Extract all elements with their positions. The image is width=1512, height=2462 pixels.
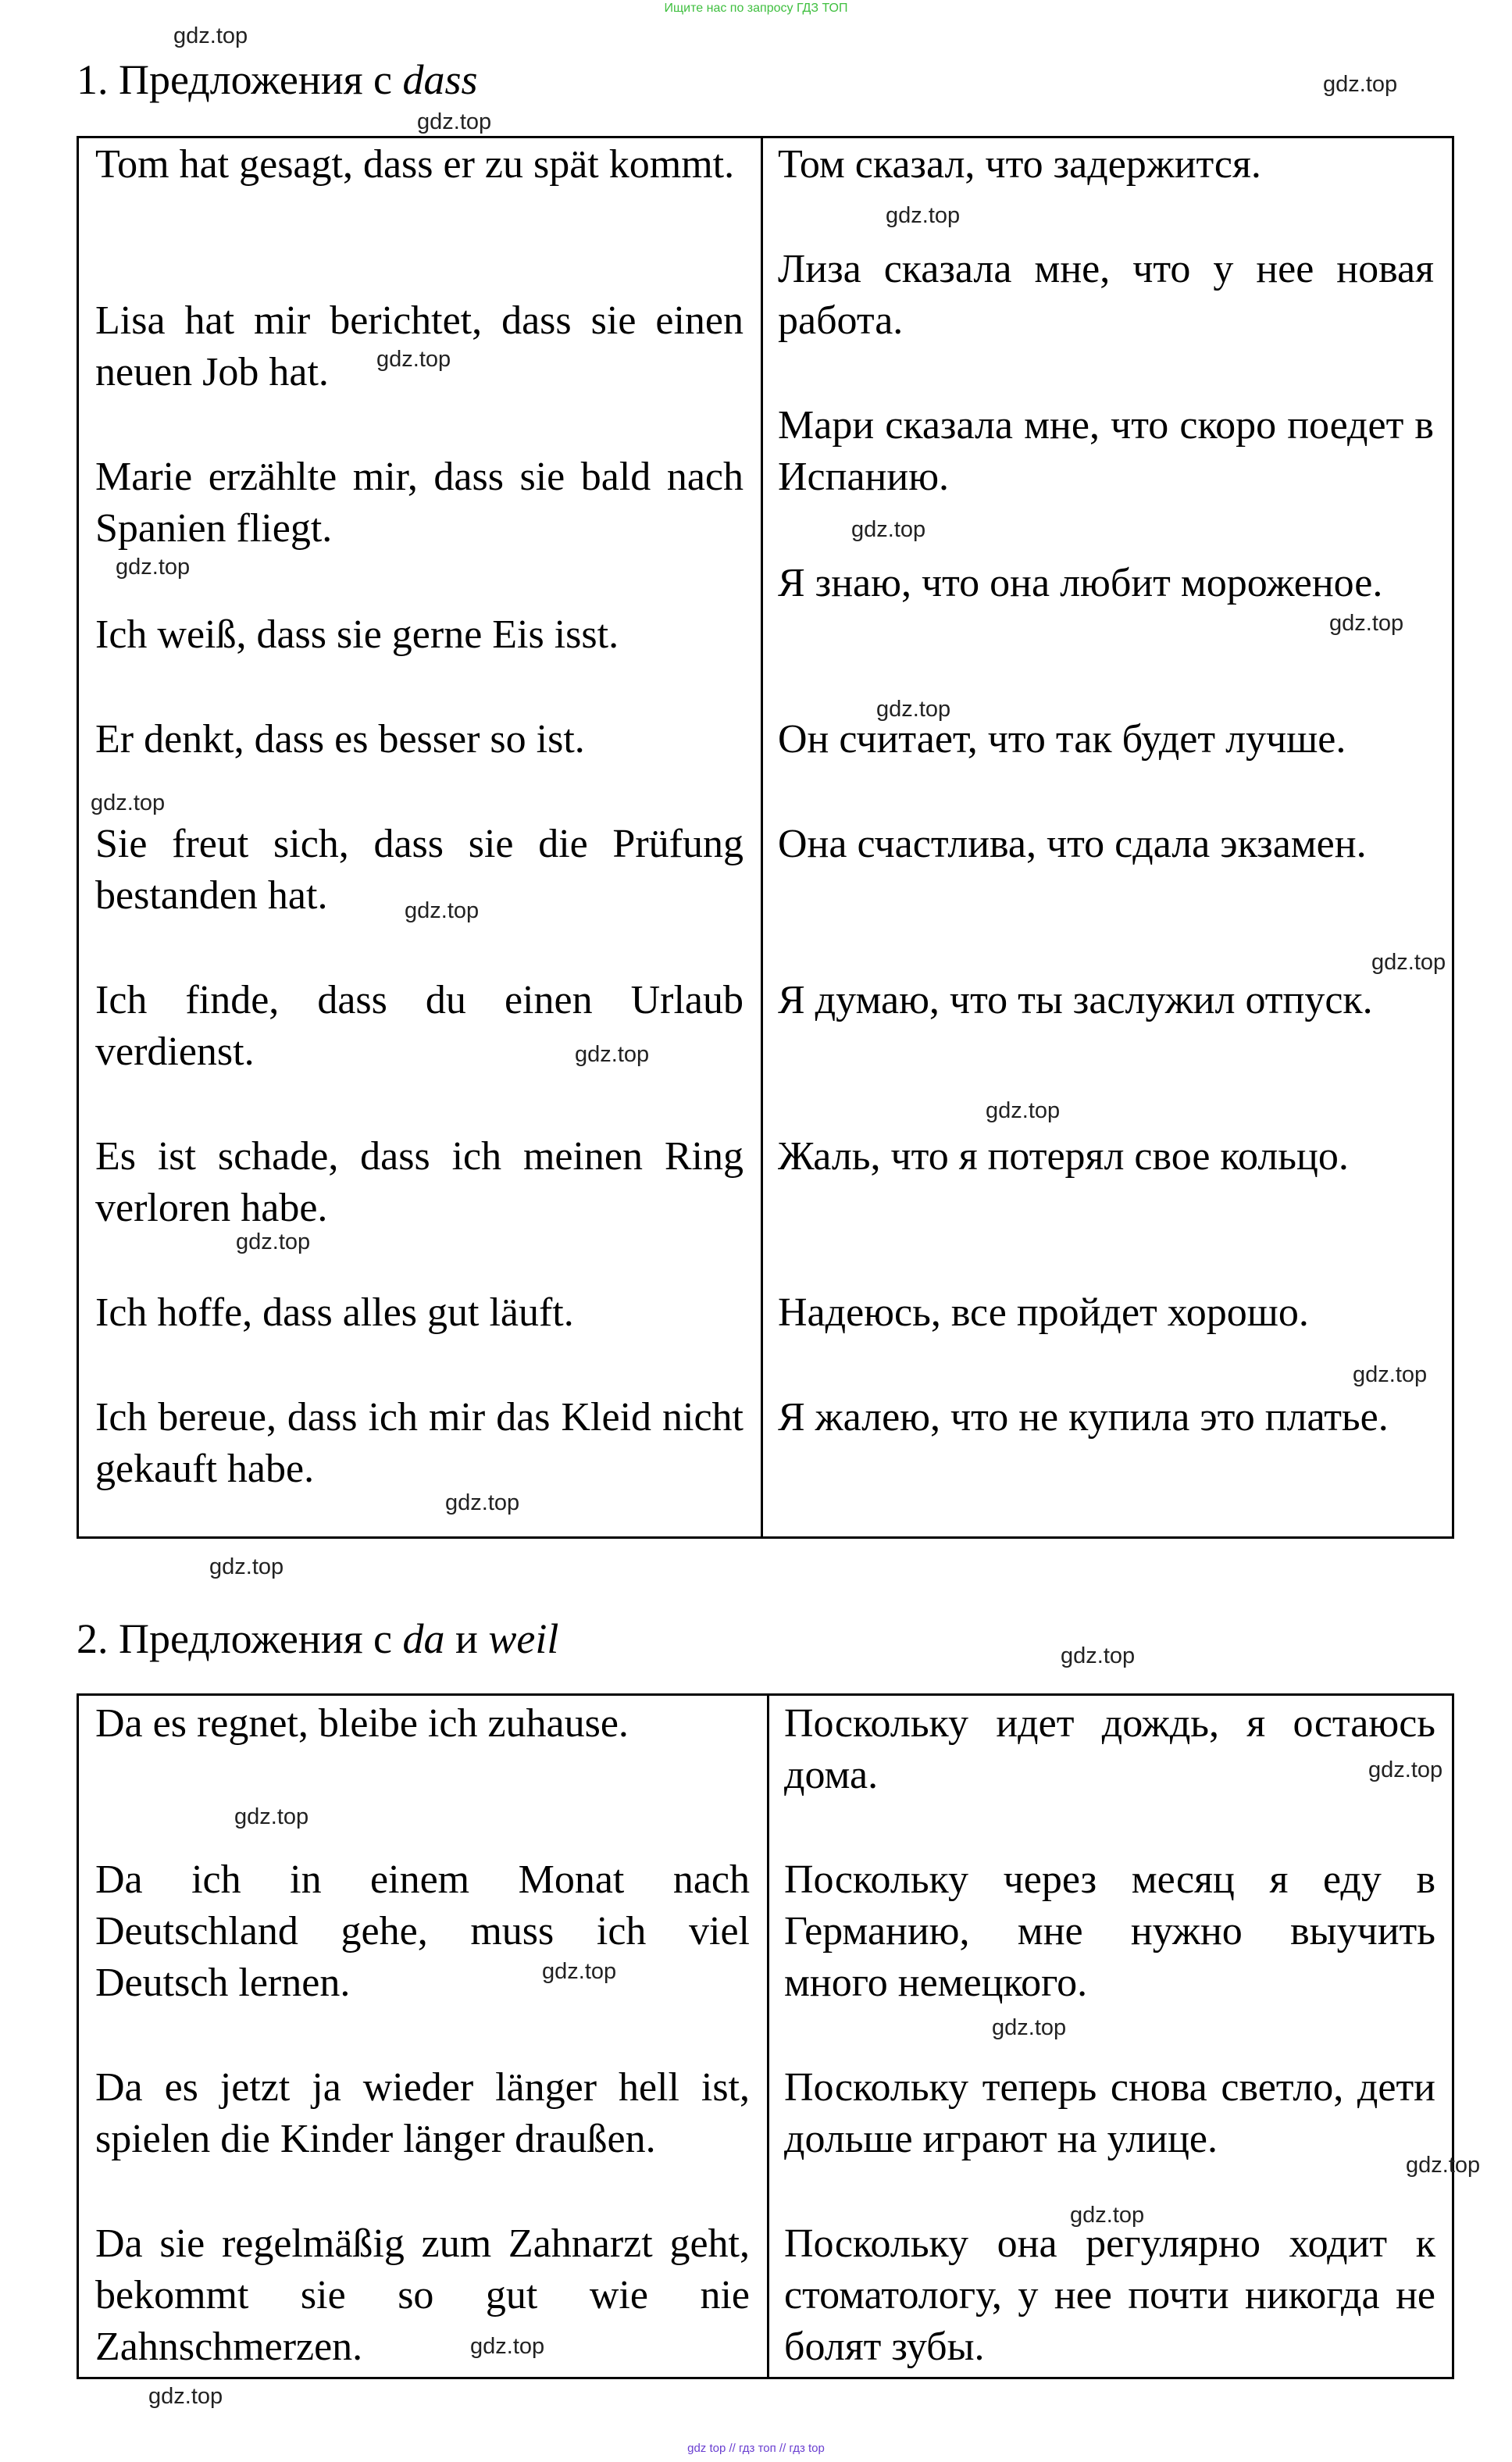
section1-title-prefix: 1. Предложения с bbox=[77, 56, 403, 103]
watermark: gdz.top bbox=[542, 1959, 617, 1984]
watermark: gdz.top bbox=[236, 1229, 311, 1254]
section2-title-keyword-da: da bbox=[402, 1615, 445, 1662]
watermark: gdz.top bbox=[116, 555, 191, 580]
section2-title bbox=[77, 1615, 558, 1662]
watermark: gdz.top bbox=[91, 790, 166, 815]
s1-row5-german: Er denkt, dass es besser so ist. bbox=[95, 717, 585, 762]
s1-row4-german: Ich weiß, dass sie gerne Eis isst. bbox=[95, 612, 619, 657]
watermark: gdz.top bbox=[417, 109, 492, 134]
watermark: gdz.top bbox=[876, 697, 951, 722]
section2-title-keyword-weil: weil bbox=[488, 1615, 559, 1662]
watermark: gdz.top bbox=[1371, 950, 1446, 975]
s1-row1-german: Tom hat gesagt, dass er zu spät kommt. bbox=[95, 142, 735, 187]
watermark: gdz.top bbox=[851, 517, 926, 542]
section2-column-divider bbox=[767, 1696, 769, 2377]
section1-title-keyword: dass bbox=[402, 56, 478, 103]
s1-row6-russian: Она счастлива, что сдала экзамен. bbox=[778, 822, 1367, 866]
s1-row9-german: Ich hoffe, dass alles gut läuft. bbox=[95, 1290, 574, 1335]
watermark: gdz.top bbox=[886, 203, 961, 228]
watermark: gdz.top bbox=[209, 1554, 284, 1579]
watermark: gdz.top bbox=[445, 1490, 520, 1515]
s2-row1-german: Da es regnet, bleibe ich zuhause. bbox=[95, 1701, 629, 1746]
s1-row6-german: Sie freut sich, dass sie die Prüfung bestanden hat. bbox=[95, 822, 744, 918]
watermark: gdz.top bbox=[376, 347, 451, 372]
s1-row4-russian: Я знаю, что она любит мороженое. bbox=[778, 561, 1383, 605]
s2-row1-russian: Поскольку идет дождь, я остаюсь дома. bbox=[784, 1701, 1435, 1797]
section1-title bbox=[77, 56, 478, 103]
section1-column-divider bbox=[761, 138, 763, 1536]
watermark: gdz.top bbox=[1070, 2203, 1145, 2228]
watermark: gdz.top bbox=[1353, 1362, 1428, 1387]
watermark: gdz.top bbox=[1406, 2153, 1481, 2178]
s1-row8-russian: Жаль, что я потерял свое кольцо. bbox=[778, 1134, 1349, 1179]
s1-row5-russian: Он считает, что так будет лучше. bbox=[778, 717, 1346, 762]
s1-row2-german: Lisa hat mir berichtet, dass sie einen neuen Job hat. bbox=[95, 298, 744, 394]
s1-row10-russian: Я жалею, что не купила это платье. bbox=[778, 1395, 1389, 1440]
watermark: gdz.top bbox=[1368, 1757, 1443, 1782]
s1-row3-russian: Мари сказала мне, что скоро поедет в Испанию. bbox=[778, 403, 1434, 499]
section2-title-middle: и bbox=[444, 1615, 489, 1662]
s1-row8-german: Es ist schade, dass ich meinen Ring verloren habe. bbox=[95, 1134, 744, 1230]
s2-row3-russian: Поскольку теперь снова светло, дети дольше играют на улице. bbox=[784, 2065, 1435, 2161]
watermark: gdz.top bbox=[234, 1804, 309, 1829]
s2-row3-german: Da es jetzt ja wieder länger hell ist, spielen die Kinder länger draußen. bbox=[95, 2065, 750, 2161]
s1-row7-german: Ich finde, dass du einen Urlaub verdienst. bbox=[95, 978, 744, 1074]
s1-row2-russian: Лиза сказала мне, что у нее новая работа. bbox=[778, 247, 1434, 343]
s2-row2-russian: Поскольку через месяц я еду в Германию, мне нужно выучить много немецкого. bbox=[784, 1857, 1435, 2005]
s2-row4-german: Da sie regelmäßig zum Zahnarzt geht, bekommt sie so gut wie nie Zahnschmerzen. bbox=[95, 2221, 750, 2369]
watermark: gdz.top bbox=[992, 2015, 1067, 2040]
s2-row2-german: Da ich in einem Monat nach Deutschland gehe, muss ich viel Deutsch lernen. bbox=[95, 1857, 750, 2005]
watermark: gdz.top bbox=[470, 2334, 545, 2359]
watermark: gdz.top bbox=[148, 2384, 223, 2409]
watermark: gdz.top bbox=[986, 1098, 1061, 1123]
s2-row4-russian: Поскольку она регулярно ходит к стоматологу, у нее почти никогда не болят зубы. bbox=[784, 2221, 1435, 2369]
watermark: gdz.top bbox=[173, 23, 248, 48]
s1-row1-russian: Том сказал, что задержится. bbox=[778, 142, 1261, 187]
watermark: gdz.top bbox=[1061, 1643, 1136, 1668]
s1-row3-german: Marie erzählte mir, dass sie bald nach Spanien fliegt. bbox=[95, 455, 744, 551]
s1-row7-russian: Я думаю, что ты заслужил отпуск. bbox=[778, 978, 1373, 1022]
watermark: gdz.top bbox=[405, 898, 480, 923]
s1-row10-german: Ich bereue, dass ich mir das Kleid nicht gekauft habe. bbox=[95, 1395, 744, 1491]
watermark: gdz.top bbox=[1329, 611, 1404, 636]
watermark: gdz.top bbox=[1323, 72, 1398, 97]
s1-row9-russian: Надеюсь, все пройдет хорошо. bbox=[778, 1290, 1309, 1335]
bottom-banner: gdz top // гдз топ // гдз top bbox=[687, 2442, 825, 2455]
watermark: gdz.top bbox=[575, 1042, 650, 1067]
section2-title-prefix: 2. Предложения с bbox=[77, 1615, 403, 1662]
top-banner: Ищите нас по запросу ГДЗ ТОП bbox=[664, 2, 848, 15]
